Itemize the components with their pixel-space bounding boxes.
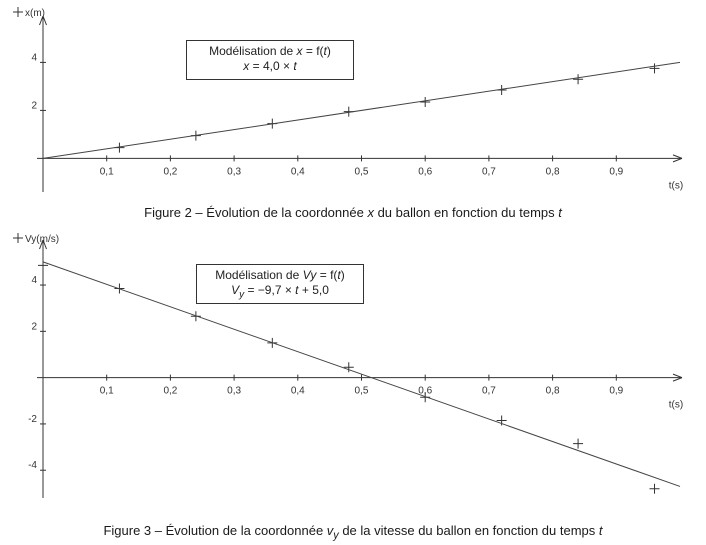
- x-tick-label: 0,3: [227, 385, 242, 397]
- x-tick-label: 0,5: [354, 166, 369, 178]
- x-tick-label: 0,4: [290, 166, 305, 178]
- model-eq-suffix: + 5,0: [298, 283, 329, 297]
- x-tick-label: 0,3: [227, 166, 242, 178]
- y-tick-label: -4: [28, 460, 37, 472]
- caption-t: t: [558, 205, 562, 220]
- model-line2-fig2: [193, 59, 347, 74]
- caption-t: t: [598, 523, 603, 538]
- model-prefix: Modélisation de: [209, 44, 297, 58]
- x-tick-label: 0,9: [609, 166, 624, 178]
- caption-middle: du ballon en fonction du temps: [373, 205, 559, 220]
- fit-line: [43, 62, 680, 158]
- x-tick-label: 0,6: [418, 166, 433, 178]
- model-line2-fig3: [203, 283, 357, 302]
- model-eq-mid: = −9,7 ×: [244, 283, 296, 297]
- caption-middle: de la vitesse du ballon en fonction du temps: [338, 523, 599, 538]
- model-box-fig2: [186, 40, 354, 80]
- data-point: [38, 260, 48, 270]
- y-tick-label: 2: [31, 321, 37, 333]
- data-point: [420, 97, 430, 107]
- x-tick-label: 0,2: [163, 166, 178, 178]
- x-tick-label: 0,1: [99, 385, 114, 397]
- model-eq-arg: t: [293, 59, 297, 73]
- caption-fig3: [0, 523, 706, 542]
- data-point: [573, 74, 583, 84]
- x-axis-title: t(s): [668, 399, 684, 411]
- data-point: [573, 439, 583, 449]
- x-tick-label: 0,8: [545, 385, 560, 397]
- caption-prefix: Figure 3 – Évolution de la coordonnée: [103, 523, 327, 538]
- y-axis-title: Vy(m/s): [25, 234, 60, 245]
- caption-sub: y: [333, 529, 339, 542]
- y-axis-title: x(m): [25, 8, 45, 19]
- y-tick-label: 4: [31, 52, 37, 64]
- x-tick-label: 0,2: [163, 385, 178, 397]
- x-tick-label: 0,7: [481, 166, 496, 178]
- x-tick-label: 0,4: [290, 385, 305, 397]
- model-arg: t: [337, 268, 341, 282]
- model-var: x: [296, 44, 303, 58]
- chart-fig2: [0, 0, 706, 205]
- model-arg: t: [323, 44, 327, 58]
- x-tick-label: 0,9: [609, 385, 624, 397]
- model-line1-fig2: [193, 44, 347, 59]
- model-box-fig3: [196, 264, 364, 304]
- model-mid: = f(: [302, 44, 324, 58]
- x-axis-title: t(s): [668, 180, 684, 192]
- y-title-marker: [13, 233, 23, 243]
- data-point: [650, 63, 660, 73]
- y-tick-label: 4: [31, 275, 37, 287]
- caption-var: v: [326, 523, 334, 538]
- x-tick-label: 0,1: [99, 166, 114, 178]
- x-tick-label: 0,5: [354, 385, 369, 397]
- y-tick-label: 2: [31, 100, 37, 112]
- model-var: Vy: [302, 268, 317, 282]
- model-eq-sub: y: [239, 289, 245, 301]
- model-eq-var: x: [243, 59, 250, 73]
- model-suffix: ): [340, 268, 345, 282]
- model-eq-arg: t: [295, 283, 299, 297]
- model-suffix: ): [326, 44, 331, 58]
- x-tick-label: 0,8: [545, 166, 560, 178]
- y-tick-label: -2: [28, 413, 37, 425]
- model-line1-fig3: [203, 268, 357, 283]
- caption-fig2: [0, 205, 706, 220]
- caption-var: x: [367, 205, 374, 220]
- model-mid: = f(: [316, 268, 338, 282]
- data-point: [650, 484, 660, 494]
- model-eq-mid: = 4,0 ×: [249, 59, 294, 73]
- model-prefix: Modélisation de: [215, 268, 303, 282]
- x-tick-label: 0,7: [481, 385, 496, 397]
- y-title-marker: [13, 7, 23, 17]
- caption-prefix: Figure 2 – Évolution de la coordonnée: [144, 205, 368, 220]
- model-eq-var: V: [231, 283, 240, 297]
- x-tick-label: 0,6: [418, 385, 433, 397]
